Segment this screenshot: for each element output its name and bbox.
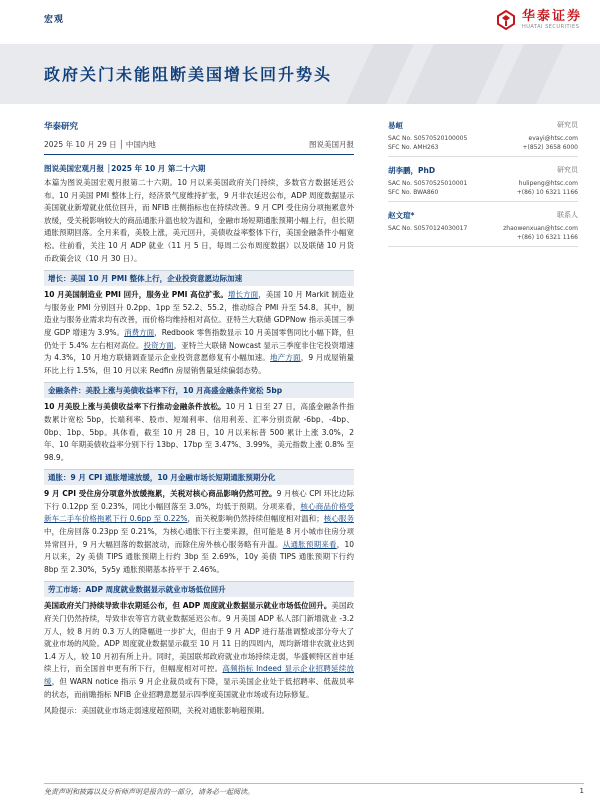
body-text: ，而关税影响仍然持续但幅度相对温和；	[187, 514, 324, 524]
summary-text: 本篇为图说美国宏观月报第二十六期。10 月以来美国政府关门持续，多数官方数据延迟公布。10 月美国 PMI 整体上行，经济景气度维持扩张，9 月非农延迟公布，ADP 周度数据显示美国就业新增就业低位回升，而 NFIB 庄侧指标也在持续改善。9 月 CPI 受住房分项拖累意外放缓，受关税影响较大的商品通胀升温也较为温和，金融市场短期通胀预期小幅上行，但长期通胀预期回落。全月来看，美股上涨，美元回升，美债收益率整体下行，美国金融条件小幅宽松。往前看，关注 10 月 ADP 就业（11 月 5 日，每周二公布周度数据）以及联储 10 月货币政策会议（10 月 30 日）。	[44, 178, 354, 263]
analyst-email[interactable]: zhaowenxuan@htsc.com	[503, 225, 578, 232]
logo-text-cn: 华泰证券	[521, 9, 582, 24]
body-text: 美国政府关门仍然持续，导致非农等官方就业数据延迟公布。9 月美国 ADP 私人部门新增就业 -3.2 万人，较 8 月的 0.3 万人的降幅进一步扩大，但由于 9 月 ADP 进行基准调整或部分夸大了就业市场的风险。ADP 周度就业数据显示截至 10 月 11 日的四周内，周均新增非农就业达到 1.4 万人，较 10 月初有所上升。同时，美国联邦政府就业市场持续走弱，华盛顿特区首申延续上行，而全国首申更有所下行，但幅度相对可控。	[44, 601, 355, 674]
body-text: ，Redbook 零售指数显示 10 月美国零售同比小幅下降，但仍处于 5.4% 左右相对高位。	[44, 327, 354, 350]
section-body-growth	[44, 289, 354, 377]
analyst-name: 赵文瑄*	[388, 211, 415, 220]
title-banner	[0, 44, 600, 104]
analyst-sac: SAC No. S0570124030017	[388, 225, 468, 232]
body-text: 中，住房回落 0.23pp 至 0.21%，为核心通胀下行主要来源，但可能是 8 月小城市住房分项异常回升，9 月大幅回落的数据波动，而除住房外核心服务略有升温。	[44, 527, 354, 549]
section-lead: 9 月 CPI 受住房分项意外放缓拖累，关税对核心商品影响仍然可控。	[44, 489, 277, 499]
emphasis-text: 地产方面	[270, 353, 301, 363]
body-text: ，亚特兰大联储 Nowcast 显示三季度非住宅投资增速为 4.3%，10 月地方联储调查显示企业投资意愿修复有小幅加速。	[44, 340, 355, 363]
analyst-role: 研究员	[557, 121, 578, 129]
page-footer	[44, 783, 584, 797]
analyst-card	[388, 120, 578, 157]
section-heading-inflation: 通胀：9 月 CPI 通胀增速放缓，10 月金融市场长短期通胀预期分化	[44, 469, 354, 485]
analyst-phone: +(86) 10 6321 1166	[516, 234, 578, 241]
section-lead: 10 月美股上涨与美债收益率下行推动金融条件放松。	[44, 402, 226, 412]
report-category-tag: 宏观	[44, 15, 65, 25]
analyst-name: 胡李鹏，PhD	[388, 166, 436, 175]
body-text: 9 月核心 CPI 环比边际下行 0.12pp 至 0.23%，同比小幅回落至 3.0%，均低于预期。分项来看，	[44, 489, 355, 511]
analyst-sfc: SFC No. AMH263	[388, 144, 439, 151]
summary-heading: 图说美国宏观月报 │2025 年 10 月 第二十六期	[44, 164, 206, 173]
body-text: ，美国 10 月 Markit 制造业与服务业 PMI 分别回升 0.2pp、1pp 至 52.2、55.2，推动综合 PMI 升至 54.8。其中，制造业与服务业需求均有改善，而价格均维持相对高位。亚特兰大联储 GDPNow 指示美国三季度 GDP 增速为 3.9%。	[44, 290, 354, 337]
logo-text-en: HUATAI SECURITIES	[521, 24, 580, 30]
report-date: 2025 年 10 月 29 日 │ 中国内地	[44, 140, 156, 149]
emphasis-text: 增长方面	[227, 290, 259, 300]
top-bar	[0, 0, 600, 40]
section-body-labor	[44, 600, 354, 701]
analyst-phone: +(86) 10 6321 1166	[516, 189, 578, 196]
analyst-sfc: SFC No. BWA860	[388, 189, 439, 196]
section-heading-labor: 劳工市场：ADP 周度就业数据显示就业市场低位回升	[44, 581, 354, 597]
report-meta	[44, 139, 354, 155]
analyst-sac: SAC No. S0570520100005	[388, 135, 468, 142]
analyst-name: 易峘	[388, 121, 403, 130]
body-text: 10 月 1 日至 27 日，高盛金融条件指数累计宽松 5bp，长端利率、股市、短端利率、信用利差、汇率分别贡献 -6bp、-4bp、0bp、1bp、5bp。具体看，截至 10 月 28 日，10 月以来标普 500 累计上涨 3.0%，2 年、10 年期美债收益率分别下行 13bp、17bp 至 3.47%、3.99%，美元指数上涨 0.8% 至 98.9。	[44, 402, 354, 462]
section-lead: 美国政府关门持续导致非农期延公布，但 ADP 周度就业数据显示就业市场低位回升。	[44, 601, 332, 611]
risk-warning: 风险提示：美国就业市场走弱速度超预期，关税对通胀影响超预期。	[44, 706, 269, 716]
body-text: ，但 WARN notice 指示 9 月企业裁员或有下降，显示美国企业处于低招聘率、低裁员率的状态，而前瞻指标 NFIB 企业招聘意愿显示四季度美国就业市场或有边际修复。	[44, 677, 354, 699]
section-body-financial	[44, 401, 354, 464]
body-text: ，10 月以来，2y 美债 TIPS 通胀预期上行约 3bp 至 2.69%，10y 美债 TIPS 通胀预期下行约 8bp 至 2.30%，5y5y 通胀预期基本持平于 2.46%。	[44, 539, 355, 574]
body-text: ，9 月成屋销量环比上行 1.5%，但 10 月以来 Redfin 房屋销售量延续偏弱态势。	[44, 353, 354, 375]
section-heading-growth: 增长：美国 10 月 PMI 整体上行，企业投资意愿边际加速	[44, 270, 354, 286]
analyst-card	[388, 210, 578, 247]
footer-disclaimer: 免责声明和披露以及分析师声明是报告的一部分，请务必一起阅读。	[44, 788, 254, 796]
analyst-panel	[388, 120, 578, 255]
brand-logo	[496, 10, 582, 30]
emphasis-text: 高频指标 Indeed 显示企业招聘延续放缓	[44, 664, 355, 686]
research-org: 华泰研究	[44, 122, 79, 132]
main-content	[44, 120, 354, 722]
emphasis-text: 从通胀预期来看	[282, 539, 337, 549]
analyst-email[interactable]: hulipeng@htsc.com	[518, 180, 578, 187]
huatai-logo-icon	[496, 10, 516, 30]
emphasis-text: 核心商品价格受新车二手车价格拖累下行 0.6pp 至 0.22%	[44, 501, 354, 524]
emphasis-text: 消费方面	[124, 327, 155, 337]
page-title: 政府关门未能阻断美国增长回升势头	[44, 65, 333, 84]
page-number: 1	[579, 787, 584, 795]
analyst-role: 联系人	[557, 211, 578, 219]
section-body-inflation	[44, 488, 354, 576]
analyst-email[interactable]: evayi@htsc.com	[528, 135, 578, 142]
analyst-sac: SAC No. S0570525010001	[388, 180, 468, 187]
emphasis-text: 核心服务	[323, 514, 354, 524]
analyst-phone: +(852) 3658 6000	[522, 144, 578, 151]
emphasis-text: 投资方面	[143, 340, 174, 350]
section-heading-financial: 金融条件：美股上涨与美债收益率下行，10 月高盛金融条件宽松 5bp	[44, 382, 354, 398]
analyst-card	[388, 165, 578, 202]
section-lead: 10 月美国制造业 PMI 回升，服务业 PMI 高位扩张。	[44, 290, 228, 300]
analyst-role: 研究员	[557, 166, 578, 174]
report-type: 图说美国月报	[309, 140, 354, 149]
